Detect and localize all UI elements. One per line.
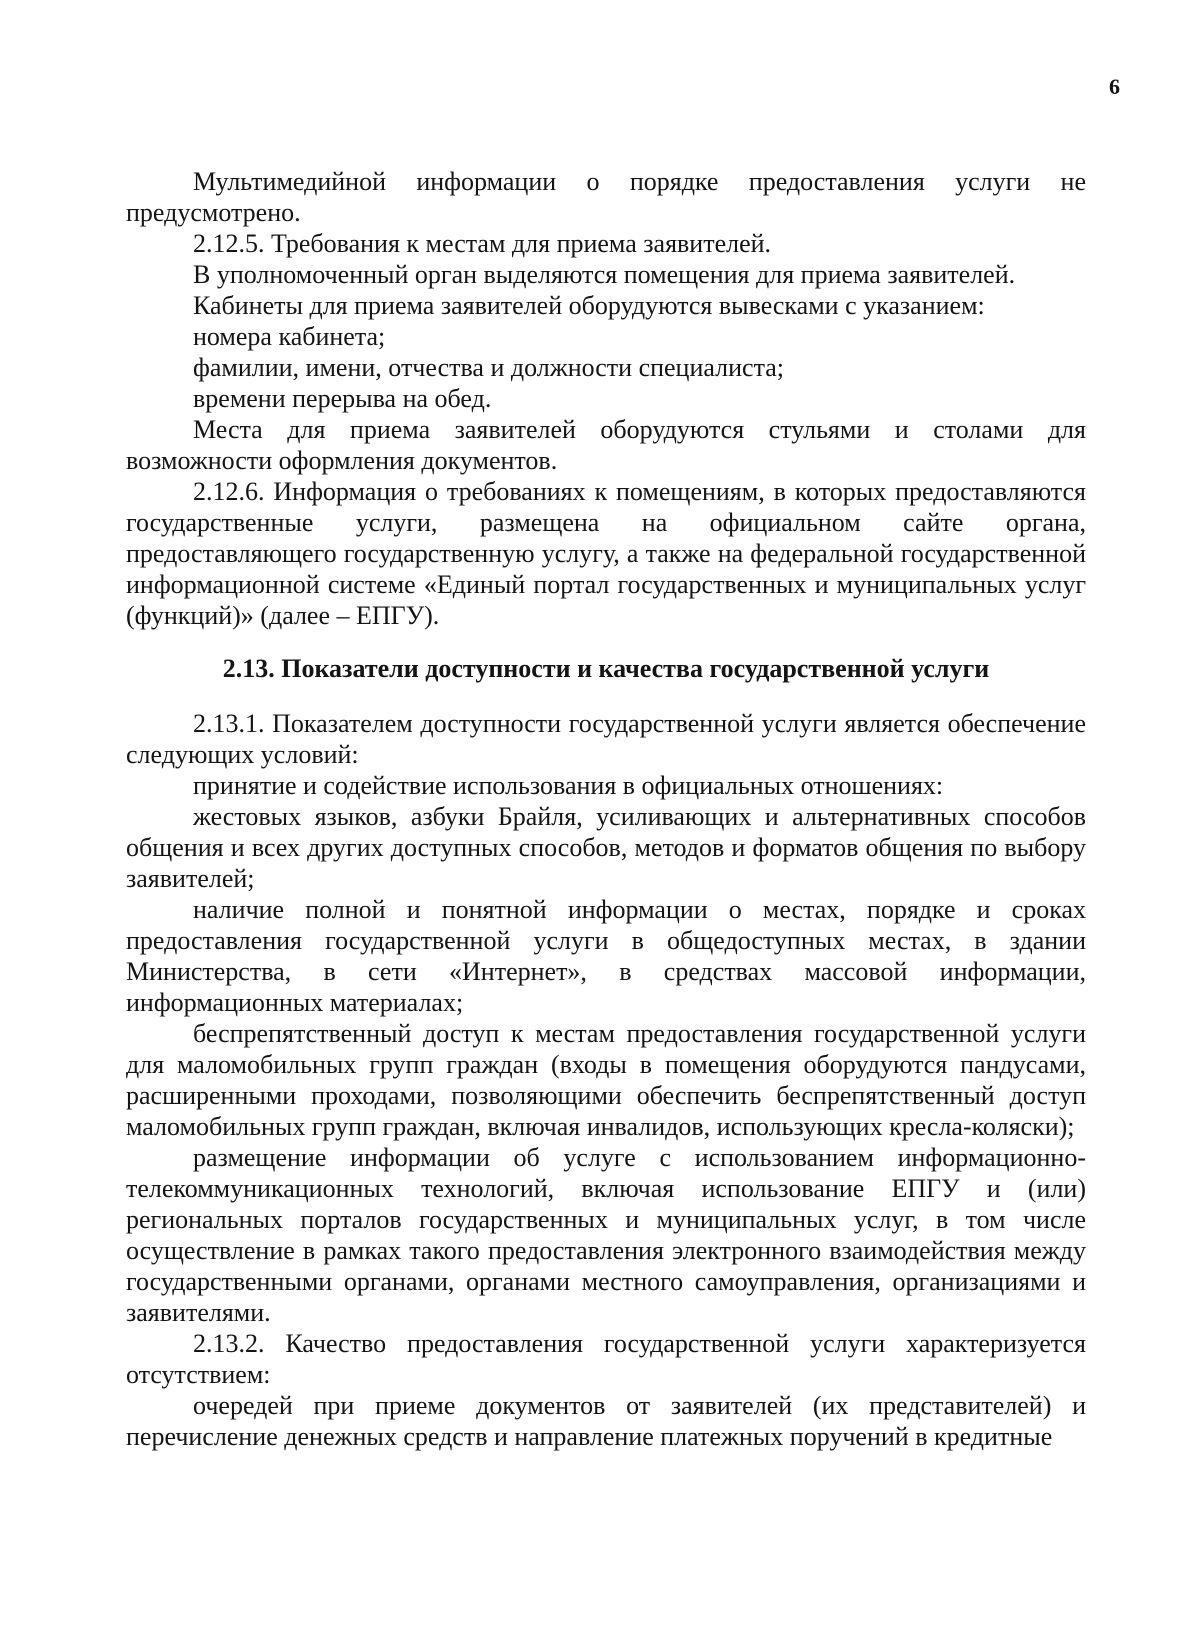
list-item: жестовых языков, азбуки Брайля, усиливающих и альтернативных способов общения и всех других доступных способов, методов и форматов общения по выбору заявителей; — [126, 802, 1086, 893]
paragraph: Кабинеты для приема заявителей оборудуются вывесками с указанием: — [193, 291, 985, 320]
paragraph: 2.13.2. Качество предоставления государственной услуги характеризуется отсутствием: — [126, 1329, 1086, 1389]
paragraph: принятие и содействие использования в официальных отношениях: — [193, 771, 944, 800]
list-item: фамилии, имени, отчества и должности специалиста; — [193, 353, 785, 382]
document-body — [126, 166, 1086, 1452]
section-heading: 2.13. Показатели доступности и качества государственной услуги — [222, 654, 990, 683]
list-item: размещение информации об услуге с использованием информационно-телекоммуникационных технологий, включая использование ЕПГУ и (или) региональных порталов государственных и муниципальных услуг, в том числе осуществление в рамках такого предоставления электронного взаимодействия между государственными органами, органами местного самоуправления, организациями и заявителями. — [126, 1143, 1086, 1327]
list-item: наличие полной и понятной информации о местах, порядке и сроках предоставления государственной услуги в общедоступных местах, в здании Министерства, в сети «Интернет», в средствах массовой информации, информационных материалах; — [126, 895, 1086, 1017]
page-number: 6 — [1109, 74, 1120, 99]
list-item: времени перерыва на обед. — [193, 384, 492, 413]
paragraph: В уполномоченный орган выделяются помещения для приема заявителей. — [193, 260, 1016, 289]
paragraph: 2.12.6. Информация о требованиях к помещениям, в которых предоставляются государственные услуги, размещена на официальном сайте органа, предоставляющего государственную услугу, а также на федеральной государственной информационной системе «Единый портал государственных и муниципальных услуг (функций)» (далее – ЕПГУ). — [126, 477, 1086, 630]
paragraph: 2.12.5. Требования к местам для приема заявителей. — [193, 229, 772, 258]
paragraph: Мультимедийной информации о порядке предоставления услуги не предусмотрено. — [126, 167, 1086, 227]
paragraph: 2.13.1. Показателем доступности государственной услуги является обеспечение следующих условий: — [126, 709, 1086, 769]
list-item: беспрепятственный доступ к местам предоставления государственной услуги для маломобильных групп граждан (входы в помещения оборудуются пандусами, расширенными проходами, позволяющими обеспечить беспрепятственный доступ маломобильных групп граждан, включая инвалидов, использующих кресла-коляски); — [126, 1019, 1086, 1141]
paragraph: Места для приема заявителей оборудуются стульями и столами для возможности оформления документов. — [126, 415, 1086, 475]
list-item: очередей при приеме документов от заявителей (их представителей) и перечисление денежных средств и направление платежных поручений в кредитные — [126, 1391, 1086, 1451]
list-item: номера кабинета; — [193, 322, 386, 351]
